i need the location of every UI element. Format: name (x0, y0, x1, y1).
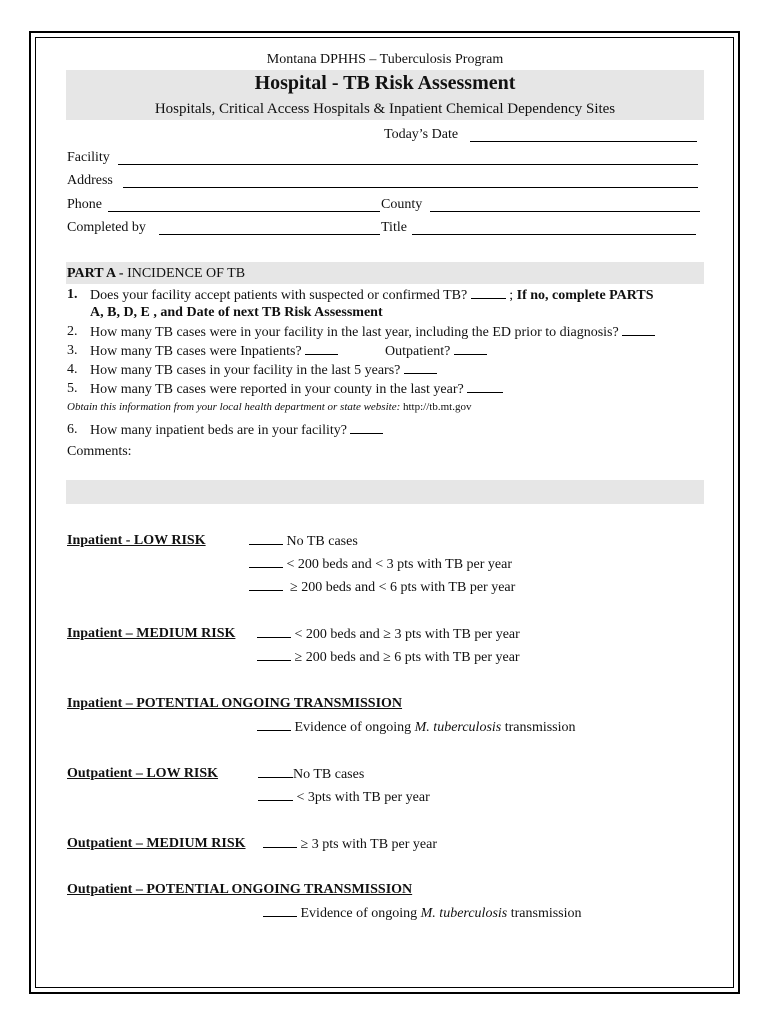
q6-number: 6. (67, 422, 78, 437)
page-subtitle: Hospitals, Critical Access Hospitals & Inpatient Chemical Dependency Sites (154, 101, 616, 117)
q3-line: How many TB cases were Inpatients? (90, 343, 338, 360)
inpatient-transmission-label: Inpatient – POTENTIAL ONGOING TRANSMISSION (67, 696, 403, 711)
outpatient-low-opt2-input[interactable] (258, 789, 293, 801)
state-website-link[interactable]: http://tb.mt.gov (403, 401, 472, 413)
inpatient-low-opt3: ≥ 200 beds and < 6 pts with TB per year (249, 579, 515, 596)
q4-line: How many TB cases in your facility in the last 5 years? (90, 362, 437, 379)
address-label: Address (67, 173, 113, 188)
completed-by-label: Completed by (67, 220, 146, 235)
inpatient-medium-risk-label: Inpatient – MEDIUM RISK (67, 626, 236, 641)
inpatient-medium-opt2: ≥ 200 beds and ≥ 6 pts with TB per year (257, 649, 520, 666)
outpatient-low-opt1-input[interactable] (258, 766, 293, 778)
outpatient-transmission-input[interactable] (263, 905, 297, 917)
q1-instruction: A, B, D, E , and Date of next TB Risk Assessment (90, 305, 383, 320)
q2-input[interactable] (622, 324, 655, 336)
q2-line: How many TB cases were in your facility in the last year, including the ED prior to diagnosis? (90, 324, 655, 341)
outpatient-low-risk-label: Outpatient – LOW RISK (67, 766, 219, 781)
q2-number: 2. (67, 324, 78, 339)
title-input[interactable] (412, 223, 696, 235)
facility-input[interactable] (118, 153, 698, 165)
outpatient-medium-risk-label: Outpatient – MEDIUM RISK (67, 836, 246, 851)
q3-outpatient-input[interactable] (454, 343, 487, 355)
inpatient-transmission-opt: Evidence of ongoing M. tuberculosis transmission (257, 719, 576, 736)
q6-input[interactable] (350, 422, 383, 434)
inpatient-medium-opt1-input[interactable] (257, 626, 291, 638)
q4-input[interactable] (404, 362, 437, 374)
program-name: Montana DPHHS – Tuberculosis Program (266, 52, 504, 67)
q1-line: Does your facility accept patients with suspected or confirmed TB? ; If no, complete PARTS (90, 288, 654, 303)
title-label: Title (381, 220, 407, 235)
inpatient-medium-opt1: < 200 beds and ≥ 3 pts with TB per year (257, 626, 520, 643)
q1-input[interactable] (471, 287, 506, 299)
outpatient-transmission-label: Outpatient – POTENTIAL ONGOING TRANSMISSION (67, 882, 413, 897)
q4-number: 4. (67, 362, 78, 377)
q3-outpatient: Outpatient? (385, 343, 487, 360)
outpatient-low-opt1: No TB cases (258, 766, 364, 783)
phone-label: Phone (67, 197, 102, 212)
part-a-heading: PART A - INCIDENCE OF TB (67, 266, 246, 281)
address-input[interactable] (123, 176, 698, 188)
outpatient-transmission-opt: Evidence of ongoing M. tuberculosis transmission (263, 905, 582, 922)
source-note: Obtain this information from your local health department or state website: http://tb.mt.gov (67, 401, 472, 413)
phone-input[interactable] (108, 200, 380, 212)
inpatient-low-opt1: No TB cases (249, 533, 358, 550)
county-label: County (381, 197, 423, 212)
todays-date-input[interactable] (470, 130, 697, 142)
q6-line: How many inpatient beds are in your facility? (90, 422, 383, 439)
q3-inpatient-input[interactable] (305, 343, 338, 355)
inpatient-low-risk-label: Inpatient - LOW RISK (67, 533, 206, 548)
inpatient-low-opt3-input[interactable] (249, 579, 283, 591)
part-b-band (66, 480, 704, 504)
inpatient-medium-opt2-input[interactable] (257, 649, 291, 661)
q3-number: 3. (67, 343, 78, 358)
outpatient-medium-input[interactable] (263, 836, 297, 848)
outpatient-low-opt2: < 3pts with TB per year (258, 789, 430, 806)
county-input[interactable] (430, 200, 700, 212)
inpatient-low-opt1-input[interactable] (249, 533, 283, 545)
outpatient-medium-opt: ≥ 3 pts with TB per year (263, 836, 437, 853)
q5-line: How many TB cases were reported in your county in the last year? (90, 381, 503, 398)
facility-label: Facility (67, 150, 110, 165)
inpatient-low-opt2-input[interactable] (249, 556, 283, 568)
completed-by-input[interactable] (159, 223, 380, 235)
inpatient-transmission-input[interactable] (257, 719, 291, 731)
q5-number: 5. (67, 381, 78, 396)
page-title: Hospital - TB Risk Assessment (254, 72, 516, 94)
comments-label: Comments: (67, 444, 132, 459)
q1-number: 1. (67, 287, 78, 302)
q5-input[interactable] (467, 381, 503, 393)
inpatient-low-opt2: < 200 beds and < 3 pts with TB per year (249, 556, 512, 573)
todays-date-label: Today’s Date (384, 127, 459, 142)
